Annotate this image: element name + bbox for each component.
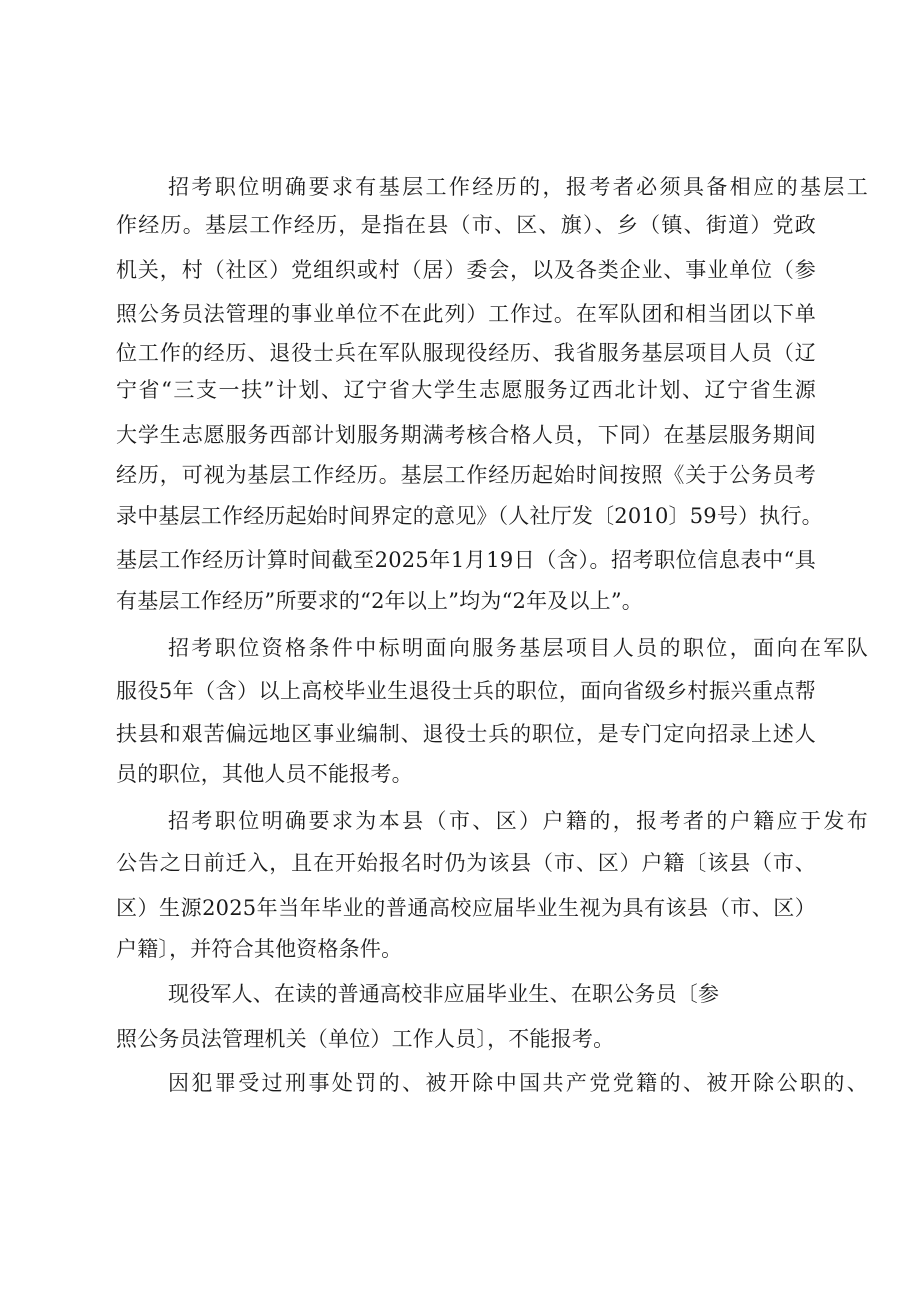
paragraph-line: 作经历。基层工作经历，是指在县（市、区、旗）、乡（镇、街道）党政	[116, 213, 816, 237]
paragraph-line: 因犯罪受过刑事处罚的、被开除中国共产党党籍的、被开除公职的、	[168, 1071, 868, 1095]
paragraph-line: 有基层工作经历”所要求的“2年以上”均为“2年及以上”。	[116, 589, 643, 613]
paragraph-line: 经历，可视为基层工作经历。基层工作经历起始时间按照《关于公务员考	[116, 463, 816, 487]
paragraph-line: 照公务员法管理机关（单位）工作人员〕，不能报考。	[116, 1027, 615, 1051]
paragraph-line: 公告之日前迁入，且在开始报名时仍为该县（市、区）户籍〔该县（市、	[116, 851, 816, 875]
paragraph-line: 招考职位资格条件中标明面向服务基层项目人员的职位，面向在军队	[168, 636, 868, 660]
paragraph-line: 位工作的经历、退役士兵在军队服现役经历、我省服务基层项目人员（辽	[116, 341, 816, 365]
paragraph-line: 扶县和艰苦偏远地区事业编制、退役士兵的职位，是专门定向招录上述人	[116, 722, 816, 746]
paragraph-line: 照公务员法管理的事业单位不在此列）工作过。在军队团和相当团以下单	[116, 302, 816, 326]
paragraph-line: 基层工作经历计算时间截至2025年1月19日（含）。招考职位信息表中“具	[116, 548, 816, 572]
paragraph-line: 区）生源2025年当年毕业的普通高校应届毕业生视为具有该县（市、区）	[116, 896, 816, 920]
paragraph-line: 户籍〕，并符合其他资格条件。	[116, 937, 403, 961]
paragraph-line: 招考职位明确要求为本县（市、区）户籍的，报考者的户籍应于发布	[168, 809, 868, 833]
paragraph-line: 录中基层工作经历起始时间界定的意见》（人社厅发〔2010〕59号）执行。	[116, 504, 823, 528]
paragraph-line: 招考职位明确要求有基层工作经历的，报考者必须具备相应的基层工	[168, 175, 868, 199]
paragraph-line: 员的职位，其他人员不能报考。	[116, 762, 413, 786]
paragraph-line: 现役军人、在读的普通高校非应届毕业生、在职公务员〔参	[168, 982, 720, 1006]
paragraph-line: 大学生志愿服务西部计划服务期满考核合格人员，下同）在基层服务期间	[116, 423, 816, 447]
paragraph-line: 机关，村（社区）党组织或村（居）委会，以及各类企业、事业单位（参	[116, 258, 816, 282]
paragraph-line: 宁省“三支一扶”计划、辽宁省大学生志愿服务辽西北计划、辽宁省生源	[116, 378, 816, 402]
paragraph-line: 服役5年（含）以上高校毕业生退役士兵的职位，面向省级乡村振兴重点帮	[116, 679, 816, 703]
